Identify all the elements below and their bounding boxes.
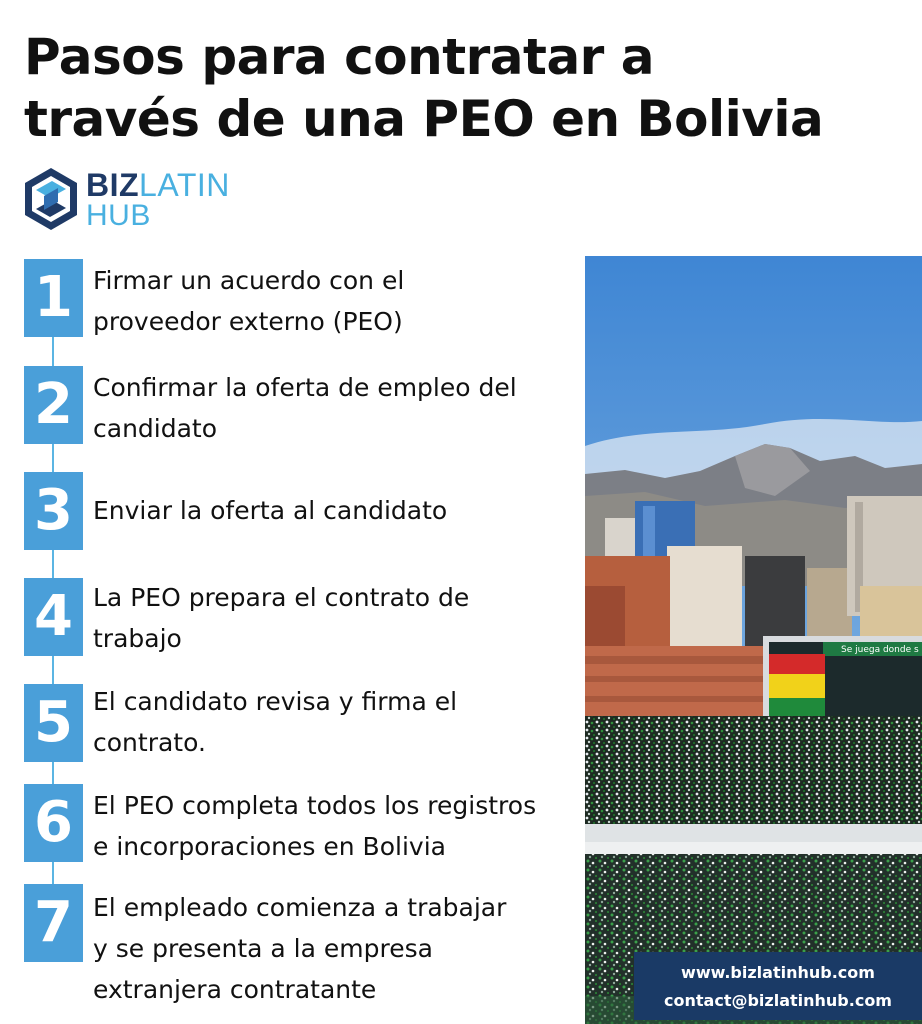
step-4-number: 4 — [24, 578, 83, 656]
biz-latin-hub-logo — [22, 166, 262, 232]
logo-latin-text: LATIN — [139, 167, 230, 203]
logo-wordmark-top — [86, 168, 230, 202]
step-5-number: 5 — [24, 684, 83, 762]
step-3-text: Enviar la oferta al candidato — [93, 496, 448, 525]
step-2-number: 2 — [24, 366, 83, 444]
biz-latin-hub-logo-icon — [22, 166, 80, 232]
logo-biz-text: BIZ — [86, 167, 140, 203]
email-link[interactable]: contact@bizlatinhub.com — [664, 991, 892, 1010]
step-4-text: La PEO prepara el contrato de trabajo — [93, 583, 470, 653]
step-2-text: Confirmar la oferta de empleo del candidato — [93, 373, 517, 443]
website-link[interactable]: www.bizlatinhub.com — [681, 963, 875, 982]
stadium-photo-illustration — [585, 256, 922, 1024]
page-title-line-2: través de una PEO en Bolivia — [24, 90, 824, 148]
step-1-text: Firmar un acuerdo con el proveedor externo (PEO) — [93, 266, 405, 336]
step-7-number: 7 — [24, 884, 83, 962]
stadium-photo — [585, 256, 922, 1024]
contact-box — [634, 952, 922, 1020]
step-7-text: El empleado comienza a trabajar y se presenta a la empresa extranjera contratante — [93, 893, 507, 1004]
page-title — [24, 26, 884, 150]
step-3-number: 3 — [24, 472, 83, 550]
step-1-number: 1 — [24, 259, 83, 337]
step-6-number: 6 — [24, 784, 83, 862]
page-title-line-1: Pasos para contratar a — [24, 28, 654, 86]
step-6-text: El PEO completa todos los registros e incorporaciones en Bolivia — [93, 791, 537, 861]
logo-hub-text: HUB — [86, 199, 151, 232]
step-5-text: El candidato revisa y firma el contrato. — [93, 687, 458, 757]
scoreboard-text: Se juega donde s — [841, 645, 919, 655]
